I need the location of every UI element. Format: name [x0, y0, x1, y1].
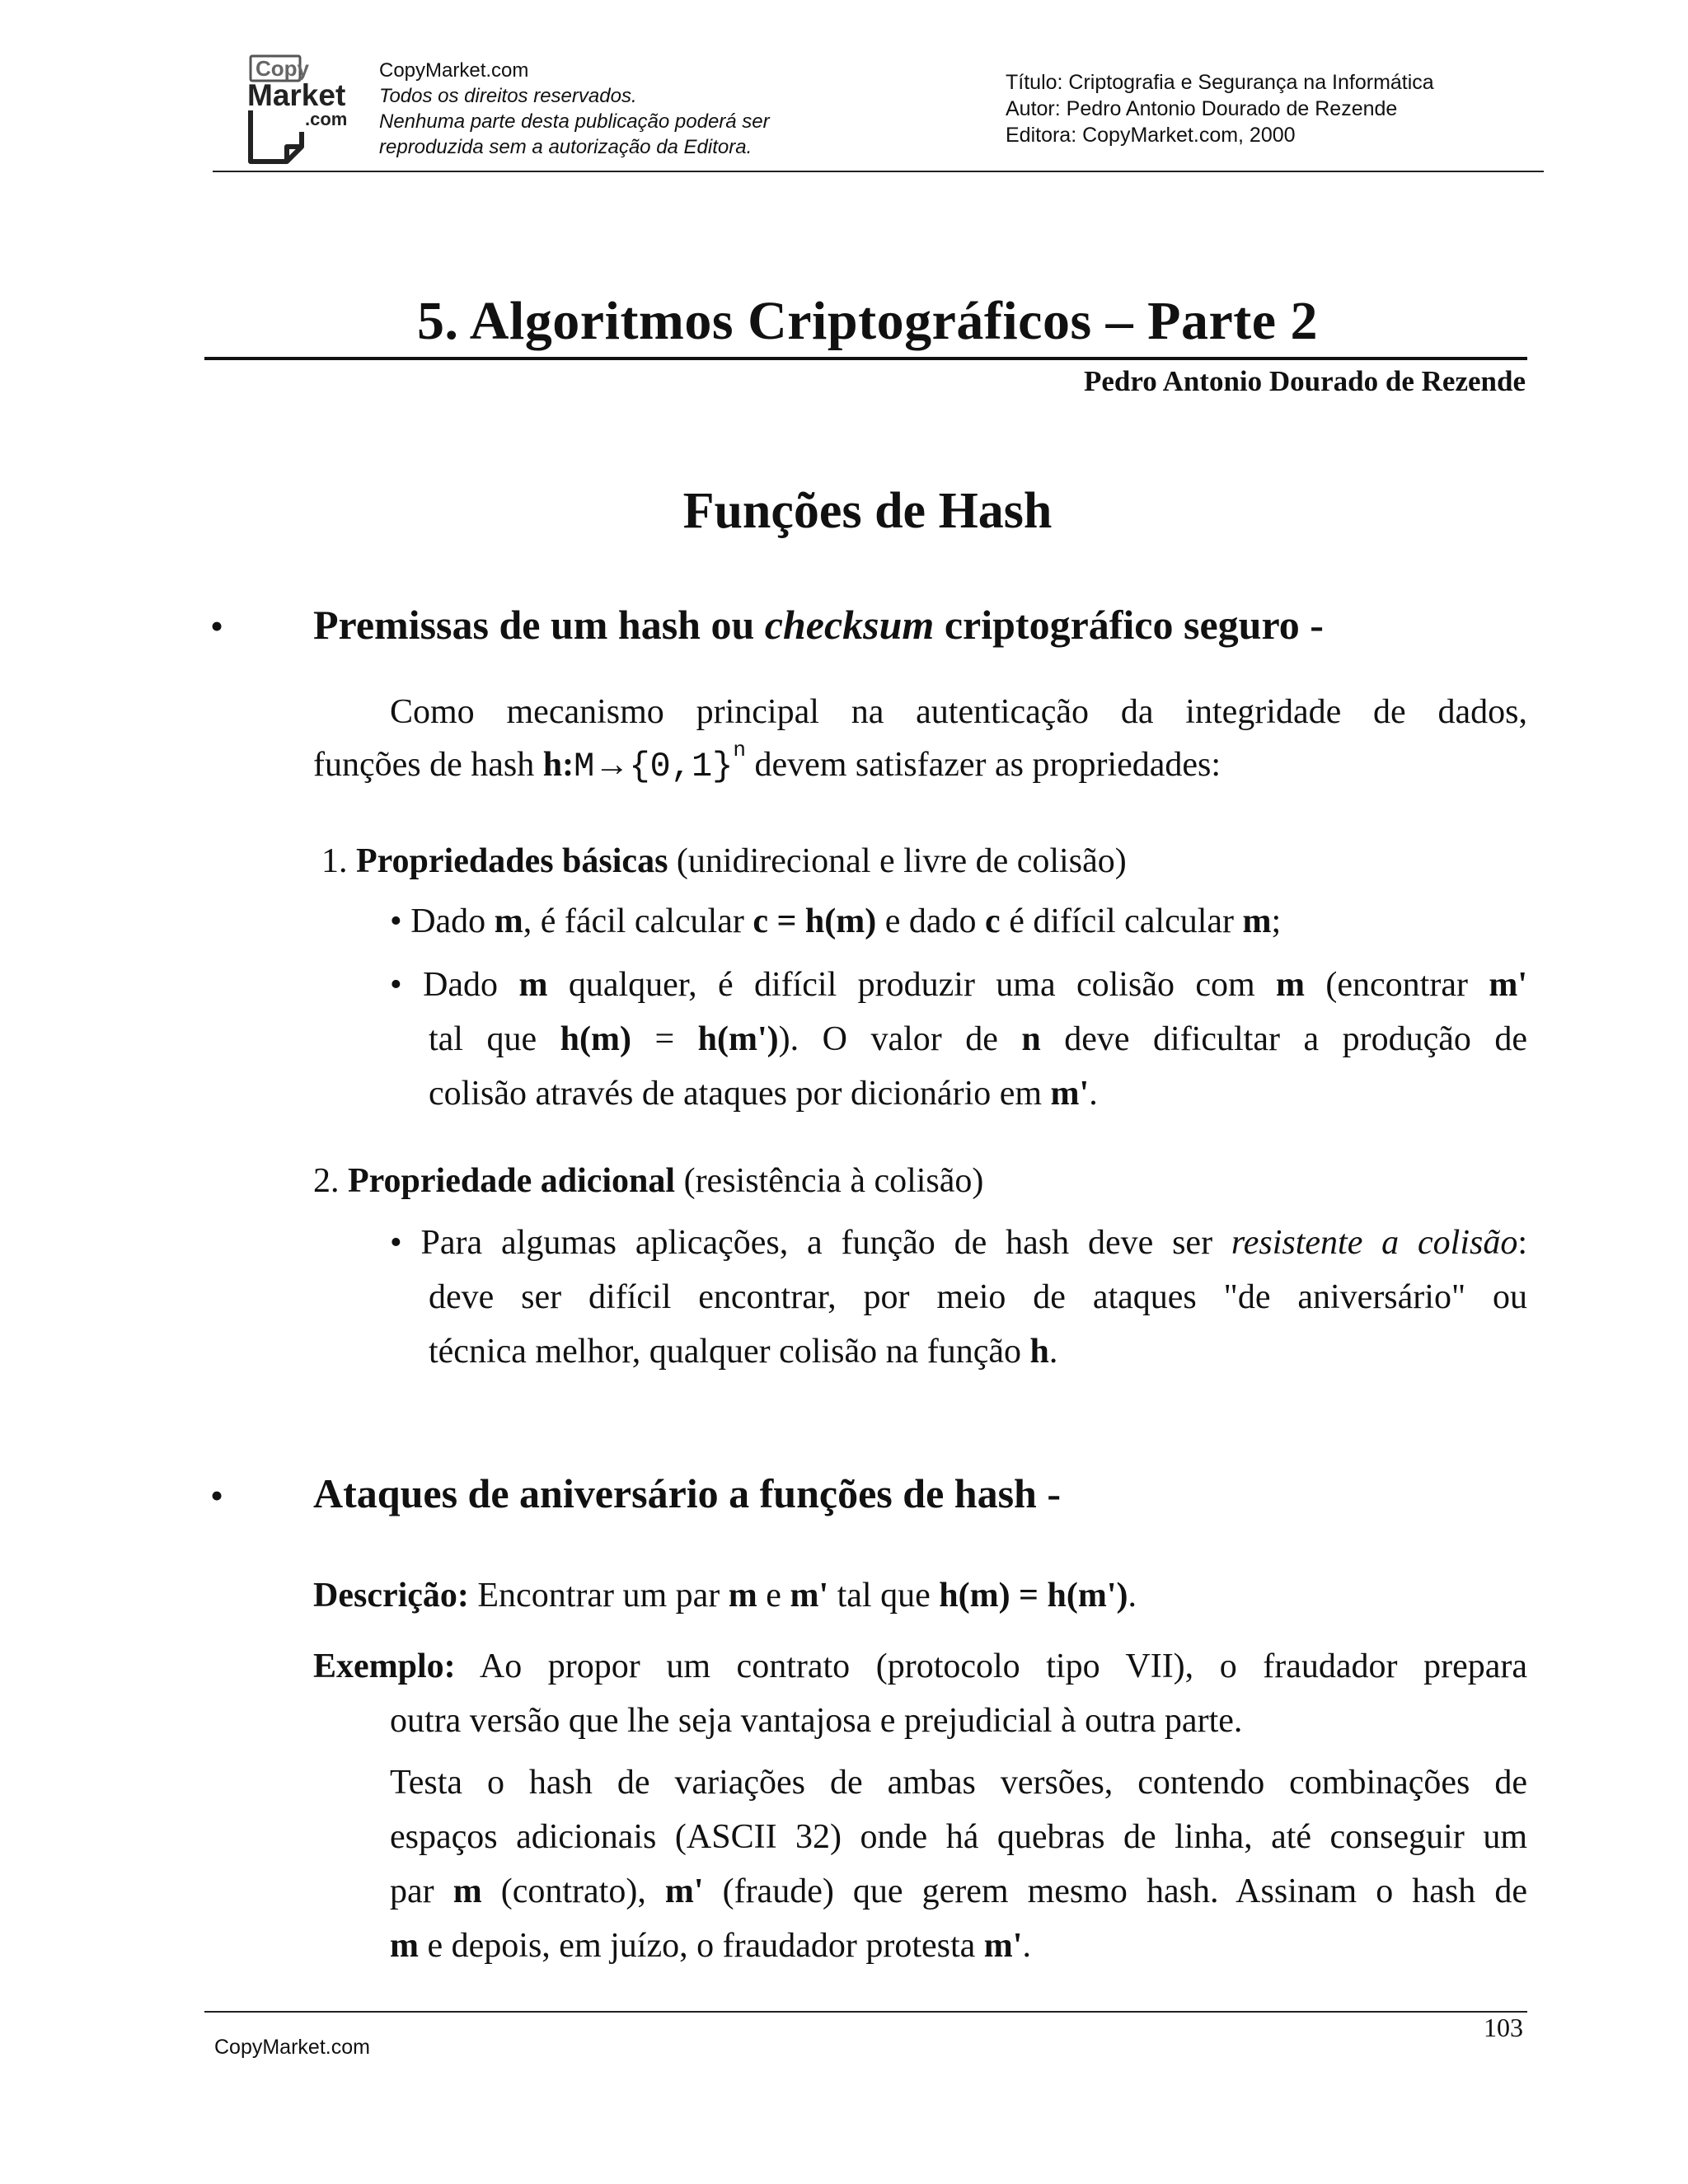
header-book-author: Autor: Pedro Antonio Dourado de Rezende — [1006, 97, 1398, 120]
text: tal que — [828, 1577, 940, 1615]
logo-text-market: Market — [247, 78, 346, 112]
page-number: 103 — [1484, 2013, 1523, 2042]
prop2-bullet-line1 — [390, 1222, 1527, 1263]
text: e dado — [876, 902, 986, 940]
prop1-bullet2-line1 — [390, 964, 1527, 1005]
term-m: m — [390, 1927, 419, 1965]
text: qualquer, é difícil produzir uma colisão com — [547, 966, 1277, 1004]
intro-line2 — [313, 738, 1221, 790]
hash-arrow: → — [594, 746, 630, 784]
bullet-premissas: • — [210, 605, 224, 647]
text: deve dificultar a produção de — [1040, 1020, 1527, 1058]
text: técnica melhor, qualquer colisão na função — [429, 1333, 1030, 1371]
hash-exponent: n — [733, 738, 746, 762]
heading-premissas-text: Premissas de um hash ou — [313, 602, 765, 648]
heading-ataques: Ataques de aniversário a funções de hash - — [313, 1470, 1061, 1516]
text: : — [1517, 1224, 1528, 1262]
intro-text: funções de hash — [313, 746, 543, 784]
term-c-eq-hm: c = h(m) — [753, 902, 877, 940]
exemplo-p2-line1: Testa o hash de variações de ambas versões, contendo combinações de — [390, 1764, 1527, 1802]
prop1-desc: (unidirecional e livre de colisão) — [668, 842, 1127, 880]
descricao — [313, 1575, 1137, 1616]
intro-text-end: devem satisfazer as propriedades: — [745, 746, 1221, 784]
prop1-name: Propriedades básicas — [356, 842, 668, 880]
heading-premissas — [313, 600, 1324, 649]
exemplo-line2: outra versão que lhe seja vantajosa e prejudicial à outra parte. — [390, 1702, 1243, 1740]
term-hm: h(m) — [560, 1020, 631, 1058]
prop2-name: Propriedade adicional — [348, 1162, 676, 1200]
text: Ao propor um contrato (protocolo tipo VII), o fraudador prepara — [455, 1647, 1527, 1685]
prop2-bullet-line3 — [429, 1331, 1057, 1372]
header-publisher-notice — [379, 58, 770, 160]
text: , é fácil calcular — [523, 902, 753, 940]
term-hm-prime: h(m') — [697, 1020, 779, 1058]
text: . — [1048, 1333, 1058, 1371]
chapter-author: Pedro Antonio Dourado de Rezende — [1083, 365, 1526, 397]
text: par — [390, 1872, 453, 1910]
text: ). O valor de — [778, 1020, 1022, 1058]
logo-text-copy: Copy — [256, 56, 309, 81]
term-m: m — [518, 966, 548, 1004]
logo-text-com: .com — [305, 109, 348, 129]
text: Encontrar um par — [468, 1577, 729, 1615]
heading-premissas-checksum: checksum — [764, 602, 935, 648]
prop1-number: 1. — [321, 842, 356, 880]
title-divider — [204, 357, 1527, 360]
header-book-info — [1006, 69, 1434, 148]
prop2-number: 2. — [313, 1162, 348, 1200]
term-m-prime: m' — [1489, 966, 1527, 1004]
hash-domain: M — [574, 747, 595, 786]
prop1-bullet2-line3 — [429, 1073, 1098, 1114]
header-divider — [213, 171, 1544, 172]
header-book-title: Título: Criptografia e Segurança na Informática — [1006, 71, 1434, 94]
heading-premissas-text-end: criptográfico seguro - — [934, 602, 1324, 648]
prop2-desc: (resistência à colisão) — [675, 1162, 984, 1200]
text: é difícil calcular — [1000, 902, 1243, 940]
exemplo-p2-line4 — [390, 1925, 1031, 1966]
term-m-prime: m' — [664, 1872, 704, 1910]
text: ; — [1271, 902, 1282, 940]
text: . — [1022, 1927, 1031, 1965]
section-title: Funções de Hash — [682, 483, 1053, 539]
exemplo-label: Exemplo: — [313, 1647, 456, 1685]
header-notice-line2: reproduzida sem a autorização da Editora. — [379, 136, 753, 158]
term-resistente: resistente a colisão — [1231, 1224, 1518, 1262]
footer-divider — [204, 2011, 1527, 2013]
intro-line1: Como mecanismo principal na autenticação da integridade de dados, — [390, 693, 1527, 731]
text: (fraude) que gerem mesmo hash. Assinam o hash de — [703, 1872, 1527, 1910]
footer-brand: CopyMarket.com — [214, 2036, 370, 2059]
text: colisão através de ataques por dicionário em — [429, 1075, 1051, 1113]
exemplo-line1 — [313, 1646, 1527, 1687]
exemplo-p2-line3 — [390, 1871, 1527, 1912]
descricao-label: Descrição: — [313, 1577, 469, 1615]
text: • Dado — [390, 902, 495, 940]
term-m: m — [1242, 902, 1272, 940]
text: (contrato), — [481, 1872, 665, 1910]
term-m-prime: m' — [1050, 1075, 1090, 1113]
exemplo-p2-line2: espaços adicionais (ASCII 32) onde há quebras de linha, até conseguir um — [390, 1818, 1527, 1856]
term-h: h — [1029, 1333, 1049, 1371]
hash-codomain: {0,1} — [629, 747, 734, 786]
text: • Dado — [390, 966, 519, 1004]
bullet-ataques: • — [210, 1474, 224, 1516]
chapter-title: 5. Algoritmos Criptográficos – Parte 2 — [416, 291, 1319, 351]
header-brand: CopyMarket.com — [379, 59, 529, 82]
copymarket-logo — [247, 53, 358, 168]
header-book-publisher: Editora: CopyMarket.com, 2000 — [1006, 124, 1296, 147]
term-n: n — [1021, 1020, 1041, 1058]
term-m: m — [494, 902, 523, 940]
term-m-prime: m' — [790, 1577, 829, 1615]
text: (encontrar — [1305, 966, 1489, 1004]
term-c: c — [985, 902, 1001, 940]
prop2-title — [313, 1160, 983, 1202]
prop1-bullet2-line2 — [429, 1019, 1527, 1060]
term-m: m — [452, 1872, 482, 1910]
text: • Para algumas aplicações, a função de hash deve ser — [390, 1224, 1231, 1262]
term-m: m — [728, 1577, 757, 1615]
term-m: m — [1276, 966, 1306, 1004]
text: . — [1089, 1075, 1098, 1113]
hash-symbol: h — [542, 746, 563, 784]
text: tal que — [429, 1020, 560, 1058]
prop1-title — [321, 841, 1127, 882]
prop1-bullet1 — [390, 901, 1281, 942]
prop2-bullet-line2: deve ser difícil encontrar, por meio de ataques "de aniversário" ou — [429, 1278, 1527, 1316]
text: = — [631, 1020, 698, 1058]
term-m-prime: m' — [983, 1927, 1023, 1965]
text: . — [1128, 1577, 1137, 1615]
hash-colon: : — [562, 746, 574, 784]
text: e — [757, 1577, 790, 1615]
header-notice-line1: Nenhuma parte desta publicação poderá ser — [379, 110, 770, 133]
term-equation: h(m) = h(m') — [939, 1577, 1128, 1615]
header-rights: Todos os direitos reservados. — [379, 85, 637, 107]
text: e depois, em juízo, o fraudador protesta — [419, 1927, 984, 1965]
